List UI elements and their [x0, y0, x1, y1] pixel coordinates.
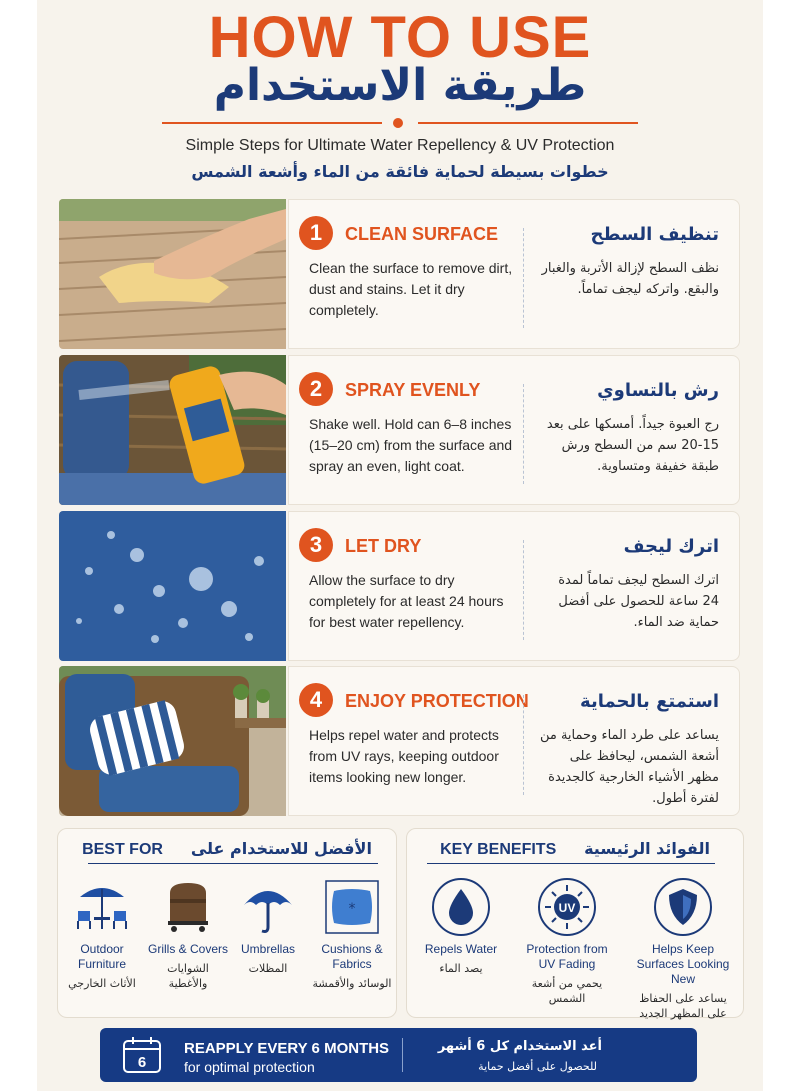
step-4-divider — [523, 695, 524, 795]
benefit-label-repels-water-ar: يصد الماء — [439, 962, 483, 975]
step-2 — [59, 355, 740, 505]
key-benefits-title — [407, 839, 743, 859]
best-for-label-grills-ar: الشوايات والأغطية — [167, 962, 209, 990]
umbrella-icon — [238, 877, 298, 937]
step-4-text-arabic: يساعد على طرد الماء وحماية من أشعة الشمس، ليحافظ على مظهر الأشياء الخارجية كالجديدة لفترة أطول. — [539, 728, 719, 806]
step-4 — [59, 666, 740, 816]
benefit-label-repels-water: Repels Water — [424, 942, 498, 956]
best-for-label-furniture-ar: الأثاث الخارجي — [68, 977, 136, 990]
step-2-number: 2 — [299, 372, 333, 406]
patio-furniture-icon — [72, 877, 132, 937]
step-3-number: 3 — [299, 528, 333, 562]
cushion-icon — [322, 877, 382, 937]
best-for-item-umbrellas — [228, 877, 308, 976]
water-drop-icon — [431, 877, 491, 937]
subtitle: Simple Steps for Ultimate Water Repellency & UV Protection — [185, 137, 615, 154]
banner-heading: REAPPLY EVERY 6 MONTHS — [184, 1040, 390, 1057]
page-title: HOW TO USE — [208, 5, 592, 70]
step-3-card — [288, 511, 740, 661]
shield-icon — [653, 877, 713, 937]
best-for-label-furniture: Outdoor Furniture — [77, 942, 127, 971]
step-2-photo-spray-chair — [59, 355, 286, 505]
step-3-photo-water-beads — [59, 511, 286, 661]
svg-text:UV: UV — [558, 901, 576, 915]
calendar-number: 6 — [137, 1054, 147, 1071]
step-2-title-arabic: رش بالتساوي — [597, 380, 719, 401]
step-1-photo-clean-table — [59, 199, 286, 349]
best-for-item-cushions — [312, 877, 392, 991]
step-1 — [59, 199, 740, 349]
title-divider-right — [418, 122, 638, 124]
step-1-text-arabic: نظف السطح لإزالة الأتربة والغبار والبقع. واتركه ليجف تماماً. — [541, 261, 719, 297]
best-for-title — [58, 839, 396, 859]
step-4-text: Helps repel water and protects from UV rays, keeping outdoor items looking new longer. — [309, 727, 499, 785]
step-1-title-arabic: تنظيف السطح — [590, 224, 719, 245]
step-2-card — [288, 355, 740, 505]
subtitle-arabic: خطوات بسيطة لحماية فائقة من الماء وأشعة الشمس — [191, 162, 609, 181]
benefit-label-uv-ar: يحمي من أشعة الشمس — [531, 977, 603, 1005]
banner-divider — [402, 1038, 403, 1072]
best-for-title-ar: الأفضل للاستخدام على — [190, 839, 372, 858]
best-for-label-grills: Grills & Covers — [148, 942, 229, 956]
step-1-title: CLEAN SURFACE — [345, 224, 499, 244]
benefit-label-uv: Protection from UV Fading — [526, 942, 608, 971]
best-for-rule — [88, 863, 378, 864]
reapply-banner — [100, 1028, 697, 1082]
benefit-label-looking-new: Helps Keep Surfaces Looking New — [636, 942, 730, 986]
grill-cover-icon — [158, 877, 218, 937]
calendar-icon — [122, 1036, 162, 1074]
best-for-label-cushions-ar: الوسائد والأقمشة — [312, 977, 392, 990]
step-3 — [59, 511, 740, 661]
step-1-divider — [523, 228, 524, 328]
best-for-item-furniture — [62, 877, 142, 991]
key-benefits-title-ar: الفوائد الرئيسية — [584, 839, 710, 858]
banner-subtext: for optimal protection — [184, 1059, 315, 1075]
key-benefits-panel — [406, 828, 744, 1018]
title-divider-left — [162, 122, 382, 124]
step-2-title: SPRAY EVENLY — [345, 380, 481, 400]
best-for-label-cushions: Cushions & Fabrics — [321, 942, 383, 971]
benefit-item-looking-new — [635, 877, 731, 1021]
key-benefits-rule — [427, 863, 715, 864]
banner-subtext-arabic: للحصول على أفضل حماية — [478, 1060, 597, 1073]
step-3-divider — [523, 540, 524, 640]
step-3-title: LET DRY — [345, 536, 422, 556]
benefit-item-uv — [517, 877, 617, 1006]
key-benefits-title-en: KEY BENEFITS — [440, 841, 557, 858]
step-3-text-arabic: اترك السطح ليجف تماماً لمدة 24 ساعة للحصول على أفضل حماية ضد الماء. — [558, 573, 719, 630]
best-for-item-grills — [148, 877, 228, 991]
benefit-label-looking-new-ar: يساعد على الحفاظ على المظهر الجديد — [639, 992, 727, 1020]
best-for-label-umbrellas: Umbrellas — [240, 942, 295, 956]
step-1-number: 1 — [299, 216, 333, 250]
step-3-text: Allow the surface to dry completely for at least 24 hours for best water repellency. — [309, 572, 504, 630]
best-for-panel — [57, 828, 397, 1018]
benefit-item-repels-water — [421, 877, 501, 976]
step-4-title: ENJOY PROTECTION — [345, 691, 529, 711]
step-3-title-arabic: اترك ليجف — [623, 536, 719, 557]
title-divider-dot — [393, 118, 403, 128]
step-2-text-arabic: رج العبوة جيداً. أمسكها على بعد 15-20 سم من السطح ورش طبقة خفيفة ومتساوية. — [546, 417, 719, 474]
step-1-card — [288, 199, 740, 349]
step-2-text: Shake well. Hold can 6–8 inches (15–20 cm) from the surface and spray an even, light coat. — [309, 416, 513, 474]
page-title-arabic: طريقة الاستخدام — [213, 60, 587, 111]
step-2-divider — [523, 384, 524, 484]
uv-sun-icon — [537, 877, 597, 937]
step-4-number: 4 — [299, 683, 333, 717]
step-4-card — [288, 666, 740, 816]
step-4-photo-patio-chair — [59, 666, 286, 816]
best-for-label-umbrellas-ar: المظلات — [248, 962, 288, 975]
svg-text:*: * — [348, 901, 356, 917]
step-4-title-arabic: استمتع بالحماية — [580, 691, 719, 712]
banner-heading-arabic: أعد الاستخدام كل 6 أشهر — [437, 1039, 602, 1054]
best-for-title-en: BEST FOR — [82, 841, 163, 858]
step-1-text: Clean the surface to remove dirt, dust and stains. Let it dry completely. — [309, 260, 513, 318]
